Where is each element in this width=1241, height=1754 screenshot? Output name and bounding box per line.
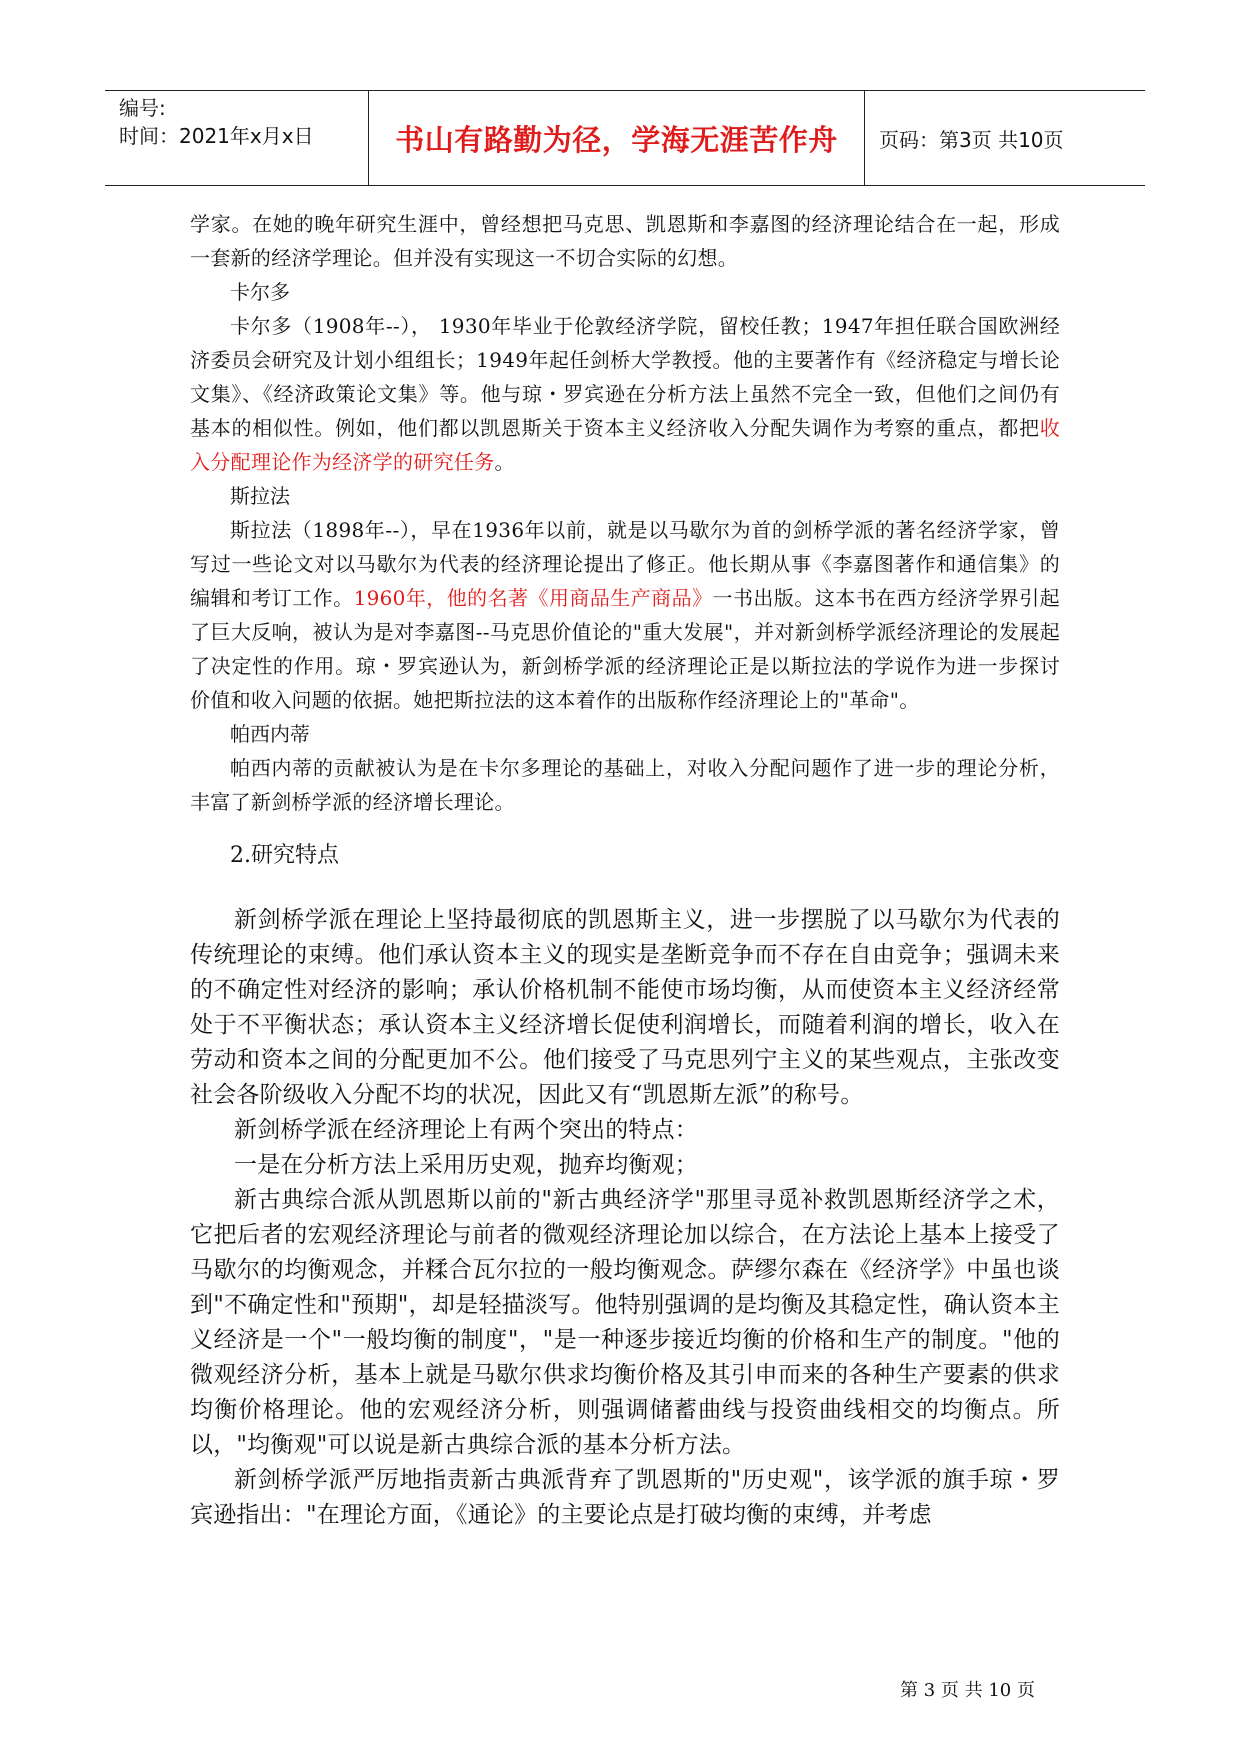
person-heading-sraffa: 斯拉法 (230, 484, 290, 508)
spacer (190, 873, 1060, 903)
sraffa-highlight: 1960年，他的名著《用商品生产商品》 (353, 586, 713, 610)
header-motto: 书山有路勤为径，学海无涯苦作舟 (395, 122, 838, 157)
paragraph-two-features: 新剑桥学派在经济理论上有两个突出的特点： (234, 1117, 698, 1143)
paragraph-neoclassical: 新古典综合派从凯恩斯以前的"新古典经济学"那里寻觅补救凯恩斯经济学之术，它把后者的宏观经济理论与前者的微观经济理论加以综合，在方法论上基本上接受了马歇尔的均衡观念，并糅合瓦尔拉的一般均衡观念。萨缪尔森在《经济学》中虽也谈到"不确定性和"预期"，却是轻描淡写。他特别强调的是均衡及其稳定性，确认资本主义经济是一个"一般均衡的制度"，"是一种逐步接近均衡的价格和生产的制度。"他的微观经济分析，基本上就是马歇尔供求均衡价格及其引申而来的各种生产要素的供求均衡价格理论。他的宏观经济分析，则强调储蓄曲线与投资曲线相交的均衡点。所以，"均衡观"可以说是新古典综合派的基本分析方法。 (190, 1187, 1060, 1458)
document-number-label: 编号: (119, 96, 166, 120)
document-time-label: 时间：2021年x月x日 (119, 124, 314, 148)
page-footer: 第 3 页 共 10 页 (900, 1680, 1035, 1701)
paragraph-continuation: 学家。在她的晚年研究生涯中，曾经想把马克思、凯恩斯和李嘉图的经济理论结合在一起，形成一套新的经济学理论。但并没有实现这一不切合实际的幻想。 (190, 212, 1060, 270)
header-left-cell (105, 91, 368, 185)
person-heading-kaldor: 卡尔多 (230, 280, 290, 304)
paragraph-features: 新剑桥学派在理论上坚持最彻底的凯恩斯主义，进一步摆脱了以马歇尔为代表的传统理论的束缚。他们承认资本主义的现实是垄断竞争而不存在自由竞争；强调未来的不确定性对经济的影响；承认价格机制不能使市场均衡，从而使资本主义经济经常处于不平衡状态；承认资本主义经济增长促使利润增长，而随着利润的增长，收入在劳动和资本之间的分配更加不公。他们接受了马克思列宁主义的某些观点，主张改变社会各阶级收入分配不均的状况，因此又有“凯恩斯左派”的称号。 (190, 907, 1060, 1108)
person-heading-pasinetti: 帕西内蒂 (230, 722, 310, 746)
header-page-cell (865, 91, 1145, 185)
kaldor-text-b: 。 (494, 450, 515, 474)
sraffa-text-b: 一书出版。这本书在西方经济学界引起了巨大反响，被认为是对李嘉图--马克思价值论的"重大发展"，并对新剑桥学派经济理论的发展起了决定性的作用。琼・罗宾逊认为，新剑桥学派的经济理论正是以斯拉法的学说作为进一步探讨价值和收入问题的依据。她把斯拉法的这本着作的出版称作经济理论上的"革命"。 (190, 586, 1060, 712)
header-page-info: 页码：第3页 共10页 (879, 127, 1064, 152)
paragraph-sraffa (190, 513, 1060, 717)
paragraph-kaldor (190, 309, 1060, 479)
sraffa-text-a: 斯拉法（1898年--），早在1936年以前，就是以马歇尔为首的剑桥学派的著名经济学家，曾写过一些论文对以马歇尔为代表的经济理论提出了修正。他长期从事《李嘉图著作和通信集》的编辑和考订工作。 (190, 518, 1060, 610)
kaldor-text-a: 卡尔多（1908年--）， 1930年毕业于伦敦经济学院，留校任教；1947年担任联合国欧洲经济委员会研究及计划小组组长；1949年起任剑桥大学教授。他的主要著作有《经济稳定与增长论文集》、《经济政策论文集》等。他与琼・罗宾逊在分析方法上虽然不完全一致，但他们之间仍有基本的相似性。例如，他们都以凯恩斯关于资本主义经济收入分配失调作为考察的重点，都把 (190, 314, 1060, 440)
header-table (105, 90, 1145, 186)
paragraph-criticism: 新剑桥学派严厉地指责新古典派背弃了凯恩斯的"历史观"，该学派的旗手琼・罗宾逊指出："在理论方面，《通论》的主要论点是打破均衡的束缚，并考虑 (190, 1467, 1060, 1528)
header-motto-cell (368, 91, 865, 185)
paragraph-feature-one: 一是在分析方法上采用历史观，抛弃均衡观； (234, 1152, 698, 1178)
document-body (190, 207, 1060, 1533)
kaldor-highlight: 收入分配理论作为经济学的研究任务 (190, 416, 1060, 474)
section-title: 2.研究特点 (230, 843, 339, 868)
paragraph-pasinetti: 帕西内蒂的贡献被认为是在卡尔多理论的基础上，对收入分配问题作了进一步的理论分析，丰富了新剑桥学派的经济增长理论。 (190, 756, 1060, 814)
